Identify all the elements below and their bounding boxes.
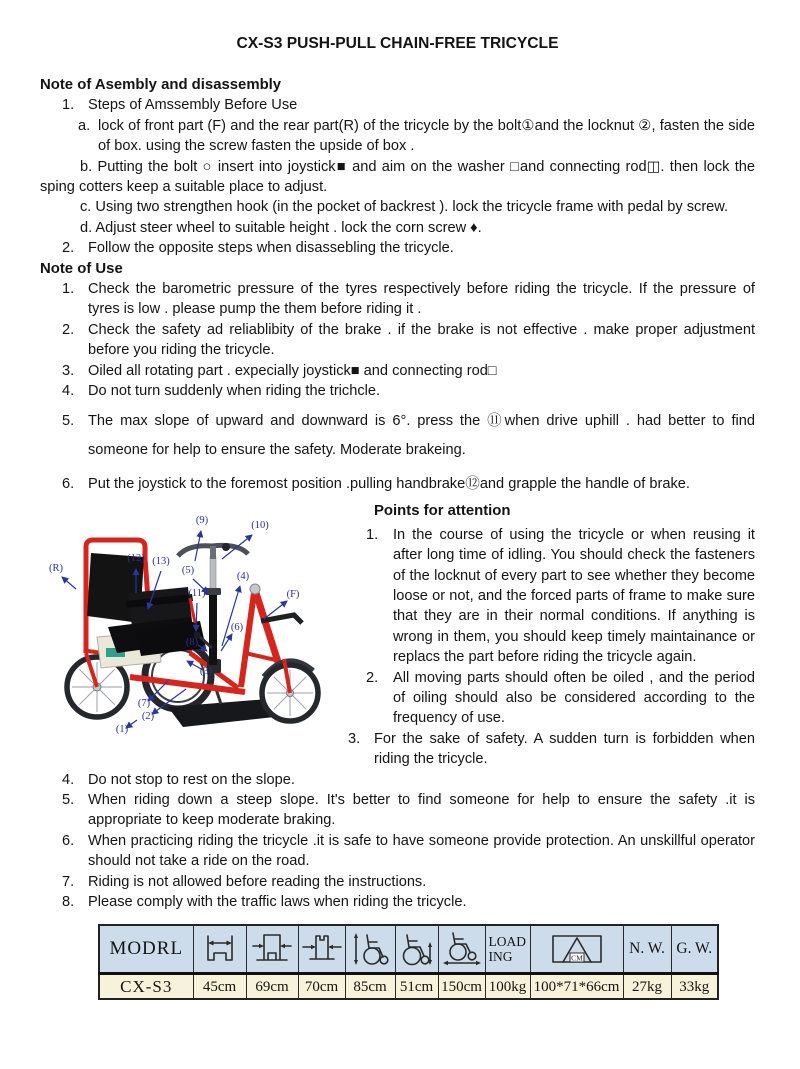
overall-width-icon [298, 925, 345, 974]
overall-height-icon [345, 925, 395, 974]
use-item-2 [40, 320, 755, 361]
carton-size-icon [544, 932, 610, 966]
list-marker: 5. [62, 412, 75, 429]
use-item-1 [40, 279, 755, 320]
list-marker: 2. [62, 321, 75, 338]
assembly-item-a [40, 116, 755, 157]
spec-data-row [99, 974, 718, 1000]
attention-list-continued [40, 770, 755, 913]
spec-value-5: 85cm [345, 974, 395, 1000]
assembly-item-c: c. Using two strengthen hook (in the pocket of backrest ). lock the tricycle frame with pedal by screw. [80, 199, 729, 216]
assembly-item-2 [40, 238, 755, 258]
seat-height-icon [397, 931, 437, 967]
list-text: The max slope of upward and downward is 6°. press the ⑪when drive uphill . had better to find someone for help to ensure the safety. Moderate brakeing. [88, 412, 755, 458]
list-marker: 4. [62, 771, 75, 788]
list-text: Check the safety ad reliablibity of the brake . if the brake is not effective . make proper adjustment before you riding the tricycle. [88, 321, 755, 359]
list-marker: 3. [62, 362, 75, 379]
list-text: Do not turn suddenly when riding the trichcle. [88, 383, 381, 400]
list-marker: 5. [62, 792, 75, 808]
spec-value-7: 150cm [438, 974, 485, 1000]
overall-length-icon [438, 925, 485, 974]
list-marker: 6. [62, 832, 75, 849]
list-text: Check the barometric pressure of the tyres respectively before riding the tricycle. If the pressure of tyres is low . please pump the them before riding it . [88, 281, 755, 318]
spec-header-11: G. W. [671, 925, 718, 974]
assembly-item-b: b. Putting the bolt ○ insert into joystick■ and aim on the washer □and connecting rod◫. then lock the sping cotters keep a suitable place to adjust. [40, 158, 755, 196]
seat-width-icon [193, 925, 246, 974]
callout-label: (1) [115, 723, 129, 735]
list-marker: 8. [62, 894, 75, 911]
backrest-width-icon [252, 932, 292, 966]
callout-label: (F) [286, 588, 300, 600]
spec-value-6: 51cm [395, 974, 438, 1000]
list-marker: 7. [62, 873, 75, 890]
attention-section [40, 501, 755, 770]
list-text: Steps of Amssembly Before Use [88, 97, 298, 114]
list-text: lock of front part (F) and the rear part(R) of the tricycle by the bolt①and the locknut ②, fasten the side of box. using the screw fasten the upside of box . [98, 117, 755, 155]
spec-header-1: MODRL [99, 925, 193, 974]
attention-heading: Points for attention [374, 502, 511, 519]
carton-size-icon [530, 925, 623, 974]
spec-table-wrap [98, 924, 755, 1000]
list-text: Follow the opposite steps when disassebling the tricycle. [88, 240, 454, 257]
spec-header-row [99, 925, 718, 974]
callout-label: (2) [141, 710, 155, 722]
list-marker: 6. [62, 476, 75, 493]
callout-label: (12) [127, 552, 145, 564]
callout-label: (5) [181, 564, 195, 576]
list-marker: 1. [62, 97, 75, 114]
spec-value-2: 45cm [193, 974, 246, 1000]
callout-arrow [62, 577, 76, 589]
attention-item-5: 5. When riding down a steep slope. It's better to find someone for help to ensure the safety .it is appropriate to keep moderate braking. [62, 792, 755, 829]
attention-item-3: 3. For the sake of safety. A sudden turn is forbidden when riding the tricycle. [348, 730, 755, 768]
spec-header-8: LOAD ING [485, 925, 530, 974]
use-item-3 [40, 361, 755, 381]
spec-value-3: 69cm [246, 974, 298, 1000]
callout-arrow [222, 586, 240, 646]
spec-value-1: CX-S3 [99, 974, 193, 1000]
spec-value-10: 27kg [623, 974, 671, 1000]
overall-height-icon [350, 931, 390, 967]
callout-label: (13) [152, 555, 170, 567]
assembly-heading: Note of Asembly and disassembly [40, 77, 282, 93]
assembly-item-1 [40, 95, 755, 115]
use-heading: Note of Use [40, 260, 123, 277]
list-marker: 2. [62, 240, 75, 257]
list-marker: 3. [348, 730, 361, 747]
callout-label: (R) [49, 562, 63, 574]
backrest-width-icon [246, 925, 298, 974]
overall-width-icon [302, 932, 342, 966]
attention-item-8: 8. Please comply with the traffic laws when riding the tricycle. [40, 892, 755, 912]
callout-label: (6) [230, 621, 244, 633]
list-marker: 1. [366, 526, 379, 543]
attention-item-1: 1. In the course of using the tricycle or when reusing it after long time of idling. You should check the fasteners of the locknut of every part to see whether they become loose or not, and the forced parts of frame to make sure that they are in their normal conditions. If anything is wrong in them, you should keep timely maintainance or replacs the part before riding the tricycle again. [366, 526, 755, 666]
callout-label: (8) [185, 636, 199, 648]
attention-item-6: 6. When practicing riding the tricycle .it is safe to have someone provide protection. An unskillful operator should not take a ride on the road. [62, 832, 755, 870]
attention-item-2: 2. All moving parts should often be oiled , and the period of oiling should also be considered according to the frequency of use. [366, 669, 755, 727]
attention-item-4: 4. Do not stop to rest on the slope. [40, 770, 755, 790]
list-marker: a. [78, 117, 91, 134]
spec-value-4: 70cm [298, 974, 345, 1000]
list-text: Put the joystick to the foremost position .pulling handbrake⑫and grapple the handle of brake. [88, 476, 690, 493]
list-marker: 2. [366, 669, 379, 686]
use-item-6 [40, 474, 755, 494]
seat-width-icon [200, 932, 240, 966]
callout-label: (3) [199, 665, 213, 677]
callout-label: (10) [251, 519, 269, 531]
svg-text:CM: CM [570, 953, 583, 963]
callout-label: (9) [195, 514, 209, 526]
list-marker: 4. [62, 383, 75, 400]
spec-value-9: 100*71*66cm [530, 974, 623, 1000]
spec-value-11: 33kg [671, 974, 718, 1000]
tricycle-illustration [40, 501, 370, 751]
attention-item-7: 7. Riding is not allowed before reading the instructions. [40, 872, 755, 892]
list-marker: 1. [62, 281, 75, 298]
page-title: CX-S3 PUSH-PULL CHAIN-FREE TRICYCLE [236, 35, 559, 52]
seat-height-icon [395, 925, 438, 974]
list-text: Oiled all rotating part . expecially joystick■ and connecting rod□ [88, 362, 497, 379]
tricycle-figure [40, 501, 374, 751]
spec-value-8: 100kg [485, 974, 530, 1000]
callout-label: (11) [188, 587, 206, 599]
callout-label: (4) [236, 570, 250, 582]
use-item-5 [40, 407, 755, 466]
callout-label: (7) [137, 697, 151, 709]
use-item-4 [40, 381, 755, 401]
note-of-use-list [40, 279, 755, 495]
overall-length-icon [442, 931, 482, 967]
spec-table [98, 924, 719, 1000]
assembly-item-d: d. Adjust steer wheel to suitable height . lock the corn screw ♦. [80, 219, 482, 236]
spec-header-10: N. W. [623, 925, 671, 974]
